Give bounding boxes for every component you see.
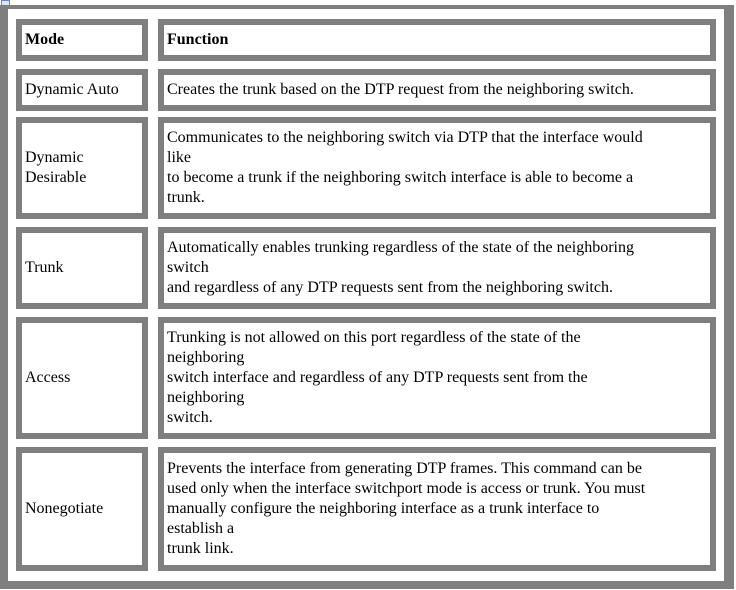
function-text — [164, 238, 638, 298]
function-text — [164, 328, 592, 428]
table-row-function — [158, 117, 716, 219]
table-body — [8, 9, 724, 581]
function-line: trunk. — [167, 189, 205, 206]
function-line: Trunking is not allowed on this port regardless of the state of the — [167, 329, 581, 346]
function-line: establish a — [167, 520, 235, 537]
function-line: neighboring — [167, 389, 245, 406]
function-line: manually configure the neighboring interface as a trunk interface to — [167, 500, 600, 517]
function-line: Prevents the interface from generating DTP frames. This command can be — [167, 460, 642, 477]
function-line: switch interface and regardless of any DTP requests sent from the — [167, 369, 588, 386]
function-line: and regardless of any DTP requests sent from the neighboring switch. — [167, 279, 613, 296]
mode-line: Dynamic — [25, 149, 84, 166]
mode-label: Nonegotiate — [25, 500, 104, 517]
function-line: switch — [167, 259, 209, 276]
function-line: Automatically enables trunking regardless of the state of the neighboring — [167, 239, 634, 256]
table-row-mode — [16, 69, 148, 111]
dtp-modes-table — [0, 5, 734, 589]
table-row-mode — [16, 117, 148, 219]
table-row-mode — [16, 317, 148, 439]
header-mode-label: Mode — [25, 31, 65, 48]
table-row-mode — [16, 447, 148, 571]
mode-line: Desirable — [25, 169, 87, 186]
function-line: neighboring — [167, 349, 245, 366]
table-row-mode — [16, 227, 148, 309]
function-line: Creates the trunk based on the DTP request from the neighboring switch. — [167, 81, 634, 98]
table-row-function — [158, 69, 716, 111]
mode-label: Access — [25, 369, 71, 386]
header-cell-mode — [16, 19, 148, 61]
function-text — [164, 128, 647, 208]
header-function-label: Function — [167, 31, 229, 48]
table-row-function — [158, 317, 716, 439]
function-text — [164, 80, 638, 100]
function-text — [164, 459, 649, 559]
mode-label: Dynamic Auto — [25, 81, 119, 98]
function-line: Communicates to the neighboring switch via DTP that the interface would — [167, 129, 643, 146]
table-row-function — [158, 447, 716, 571]
function-line: to become a trunk if the neighboring switch interface is able to become a — [167, 169, 634, 186]
function-line: used only when the interface switchport mode is access or trunk. You must — [167, 480, 646, 497]
function-line: switch. — [167, 409, 213, 426]
function-line: trunk link. — [167, 540, 234, 557]
function-line: like — [167, 149, 191, 166]
mode-label: Trunk — [25, 259, 64, 276]
mode-label — [22, 148, 90, 188]
header-cell-function — [158, 19, 716, 61]
table-row-function — [158, 227, 716, 309]
